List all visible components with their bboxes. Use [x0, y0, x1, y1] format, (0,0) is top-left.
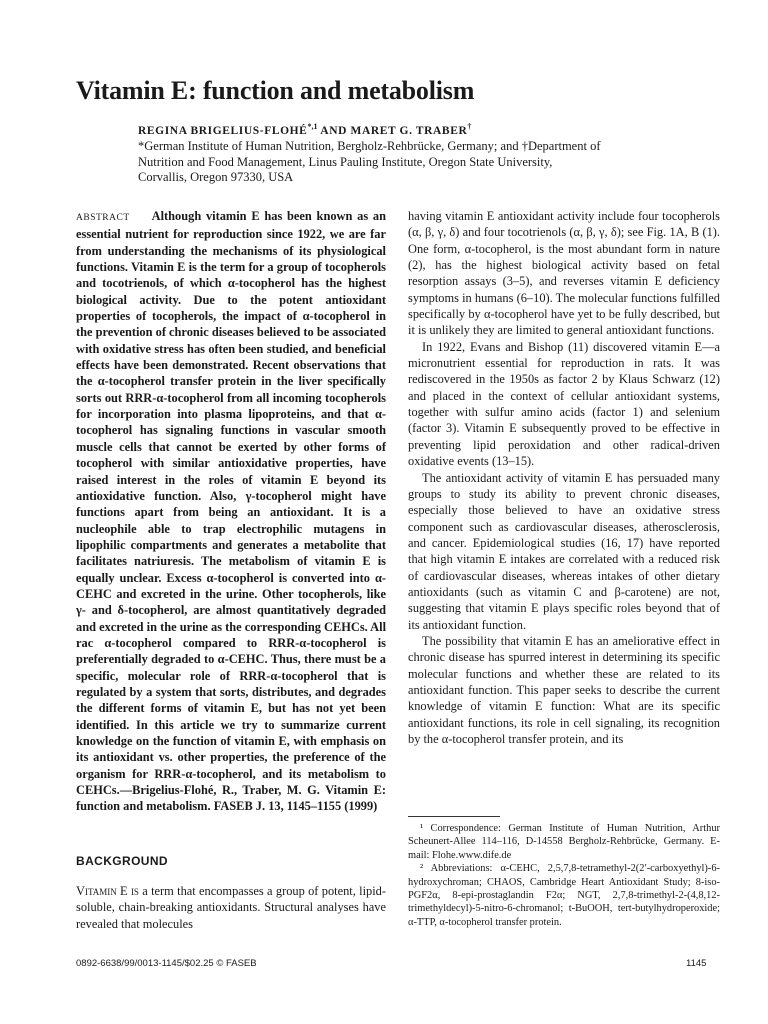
author-2: MARET G. TRABER [350, 124, 468, 137]
body-paragraph-1: having vitamin E antioxidant activity include four tocopherols (α, β, γ, δ) and four tocotrienols (α, β, γ, δ); see Fig. 1A, B (1). One form, α-tocopherol, is the most abundant form in nature (2), has the highest biological activity based on fetal resorption assays (3–5), and reverses vitamin E deficiency symptoms in humans (6–10). The molecular functions fulfilled specifically by α-tocopherol have yet to be fully described, but it is unlikely they are limited to general antioxidant functions. [408, 209, 720, 338]
background-heading: BACKGROUND [76, 853, 168, 868]
body-paragraph-3: The antioxidant activity of vitamin E has persuaded many groups to study its ability to prevent chronic diseases, especially those believed to have an oxidative stress component such as cardiovascular diseases, atherosclerosis, and cancer. Epidemiological studies (16, 17) have reported that high vitamin E intakes are correlated with a reduced risk of cardiovascular diseases, whereas intakes of other dietary antioxidants (such as vitamin C and β-carotene) are not, suggesting that vitamin E plays specific roles beyond that of its antioxidant function. [408, 470, 720, 632]
footnote-2: ² Abbreviations: α-CEHC, 2,5,7,8-tetramethyl-2(2′-carboxyethyl)-6-hydroxychroman; CHAOS, Cambridge Heart Antioxidant Study; 8-iso-PGF2α, 8-epi-prostaglandin F2α; NGT, 2,7,8-trimethyl-2-(4,8,12-trimethyldecyl)-5-nitro-6-chromanol; t-BuOOH, tert-butylhydroperoxide; α-TTP, α-tocopherol transfer protein. [408, 863, 720, 928]
background-paragraph [76, 883, 386, 932]
author-1-marks: *,1 [307, 122, 318, 131]
background-text: a term that encompasses a group of potent, lipid-soluble, chain-breaking antioxidants. Structural analyses have revealed that molecules [76, 884, 386, 931]
footnotes [408, 822, 720, 929]
footer-code: 0892-6638/99/0013-1145/$02.25 © FASEB [76, 958, 257, 969]
abstract-text: Although vitamin E has been known as an essential nutrient for reproduction since 1922, we are far from understanding the mechanisms of its physiological functions. Vitamin E is the term for a group of tocopherols and tocotrienols, of which α-tocopherol has the highest biological activity. Due to the potent antioxidant properties of tocopherols, the impact of α-tocopherol in the prevention of chronic diseases believed to be associated with oxidative stress has often been studied, and beneficial effects have been demonstrated. Recent observations that the α-tocopherol transfer protein in the liver specifically sorts out RRR-α-tocopherol from all incoming tocopherols for incorporation into plasma lipoproteins, and that α-tocopherol has signaling functions in vascular smooth muscle cells that cannot be exerted by other forms of tocopherol with similar antioxidative properties, have raised interest in the roles of vitamin E beyond its antioxidative function. Also, γ-tocopherol might have functions apart from being an antioxidant. It is a nucleophile able to trap electrophilic mutagens in lipophilic compartments and generates a metabolite that facilitates natriuresis. The metabolism of vitamin E is equally unclear. Excess α-tocopherol is converted into α-CEHC and excreted in the urine. Other tocopherols, like γ- and δ-tocopherol, are almost quantitatively degraded and excreted in the urine as the corresponding CEHCs. All rac α-tocopherol compared to RRR-α-tocopherol is preferentially degraded to α-CEHC. Thus, there must be a specific, molecular role of RRR-α-tocopherol that is regulated by a system that sorts, distributes, and degrades the different forms of vitamin E, but has not yet been identified. In this article we try to summarize current knowledge on the function of vitamin E, with emphasis on its antioxidant vs. other properties, the preference of the organism for RRR-α-tocopherol, and its metabolism to CEHCs.—Brigelius-Flohé, R., Traber, M. G. Vitamin E: function and metabolism. FASEB J. 13, 1145–1155 (1999) [76, 209, 387, 814]
author-conjunction: AND [317, 124, 351, 137]
body-paragraph-4: The possibility that vitamin E has an ameliorative effect in chronic disease has spurred interest in determining its specific molecular functions and whether these are related to its antioxidant function. This paper seeks to describe the current knowledge of vitamin E function: What are its specific antioxidant functions, its role in cell signaling, its recognition by the α-tocopherol transfer protein, and its [408, 633, 720, 746]
footnote-1: ¹ Correspondence: German Institute of Human Nutrition, Arthur Scheunert-Allee 114–116, D-14558 Bergholz-Rehbrücke, Germany. E-mail: Flohe.www.dife.de [408, 823, 720, 861]
abstract-label: ABSTRACT [76, 213, 130, 223]
abstract [76, 208, 386, 815]
footnote-divider [408, 816, 500, 817]
author-1: REGINA BRIGELIUS-FLOHÉ [138, 124, 308, 137]
affiliation-line: *German Institute of Human Nutrition, Bergholz-Rehbrücke, Germany; and †Department of [138, 139, 601, 153]
affiliation-block [138, 139, 678, 186]
article-title: Vitamin E: function and metabolism [76, 76, 475, 105]
background-lead: Vitamin E is [76, 884, 139, 899]
body-paragraph-2: In 1922, Evans and Bishop (11) discovered vitamin E—a micronutrient essential for reproduction in rats. It was rediscovered in the 1950s as factor 2 by Klaus Schwarz (12) and placed in the context of cellular antioxidant systems, together with sulfur amino acids (factor 1) and selenium (factor 3). Vitamin E subsequently proved to be effective in preventing lipid peroxidation and other radical-driven oxidative events (13–15). [408, 339, 720, 469]
page-number: 1145 [686, 958, 707, 969]
author-line [138, 122, 471, 137]
left-column [76, 208, 386, 932]
affiliation-line: Corvallis, Oregon 97330, USA [138, 170, 294, 184]
author-2-marks: † [467, 122, 472, 131]
affiliation-line: Nutrition and Food Management, Linus Pauling Institute, Oregon State University, [138, 154, 553, 169]
right-column [408, 208, 720, 747]
